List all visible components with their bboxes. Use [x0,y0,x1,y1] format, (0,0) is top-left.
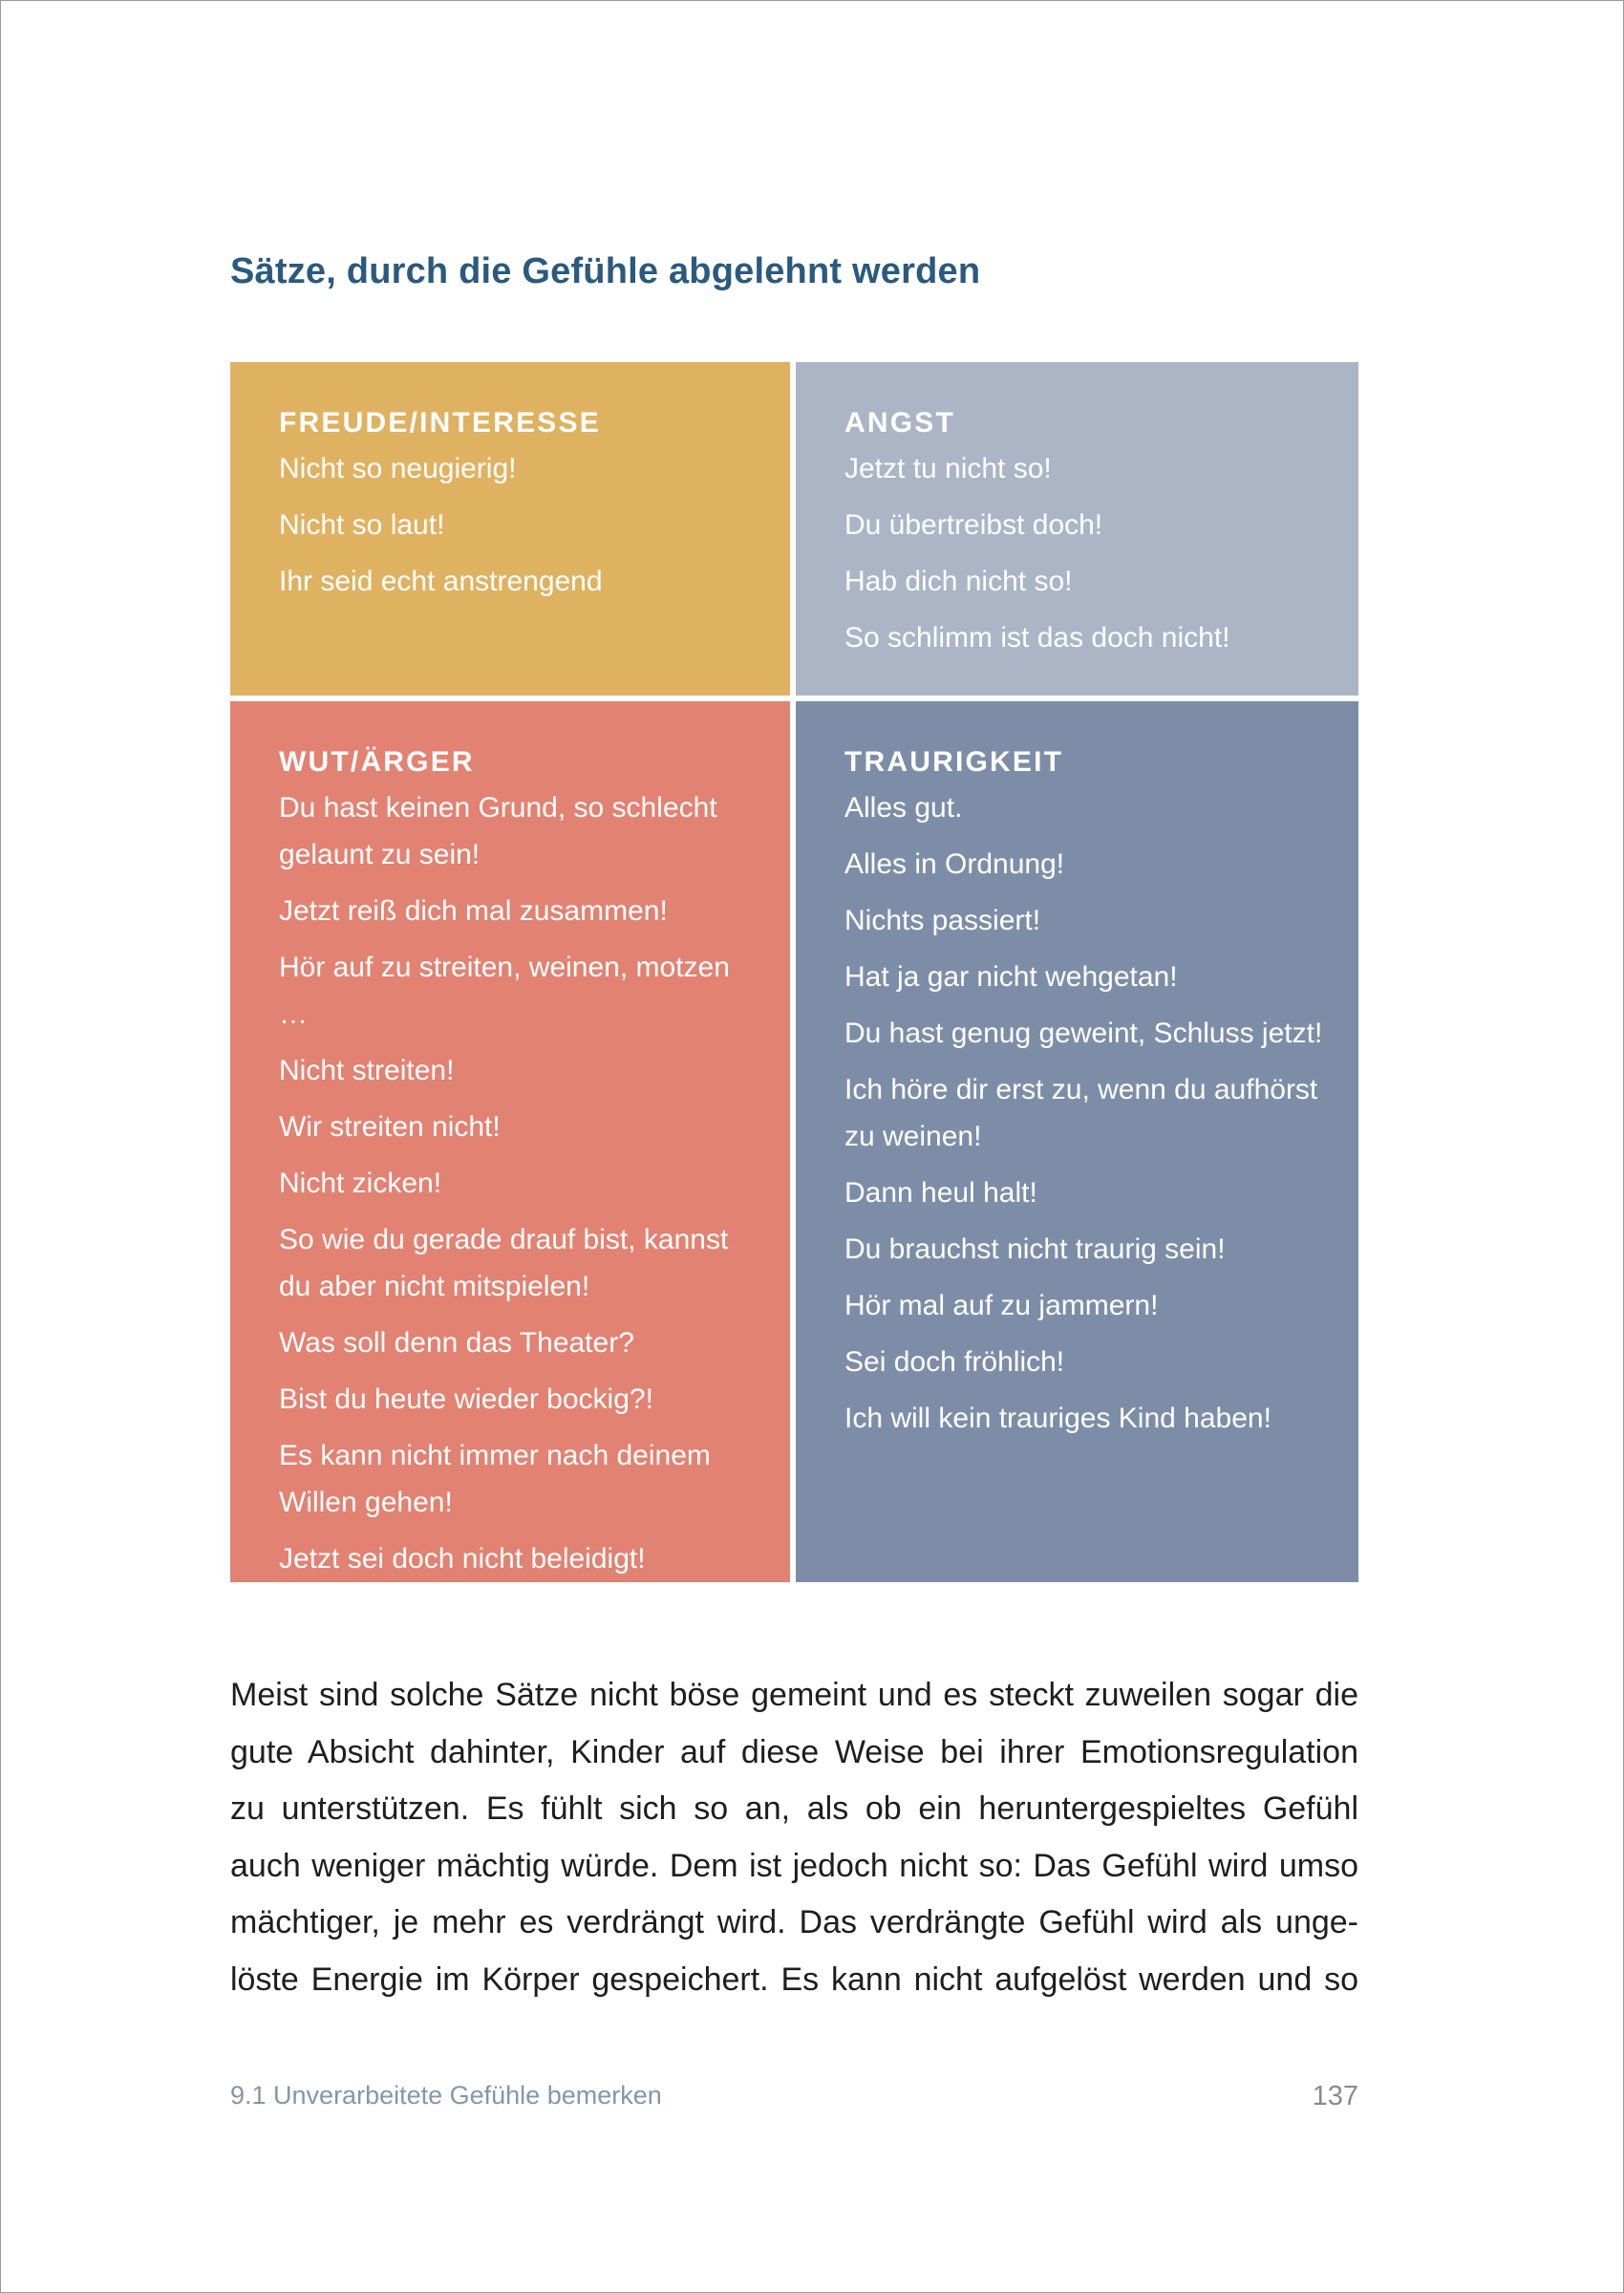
box-title: ANGST [844,407,955,439]
phrase-item: Nichts passiert! [844,905,1041,936]
box-title: TRAURIGKEIT [844,746,1064,778]
phrase-item: Ich höre dir erst zu, wenn du aufhörst zu weinen! [844,1074,1318,1152]
running-footer-section: 9.1 Unverarbeitete Gefühle bemerken [230,2081,662,2110]
phrase-item: Es kann nicht immer nach deinem Willen gehen! [279,1440,711,1518]
body-paragraph [230,1667,1358,2008]
phrase-item: Ich will kein trauriges Kind haben! [844,1403,1271,1434]
phrase-item: Nicht so neugierig! [279,453,517,484]
phrase-item: So schlimm ist das doch nicht! [844,622,1230,654]
phrase-item: Hat ja gar nicht wehgetan! [844,961,1178,993]
phrase-item: Sei doch fröhlich! [844,1346,1065,1378]
phrase-item: Alles in Ordnung! [844,848,1065,880]
phrase-item: Alles gut. [844,792,963,824]
phrase-list [279,784,761,1582]
phrase-item: Dann heul halt! [844,1177,1037,1209]
feelings-grid [230,362,1358,1582]
phrase-item: Nicht streiten! [279,1055,455,1086]
phrase-item: Nicht zicken! [279,1168,442,1199]
box-sadness [796,701,1358,1582]
phrase-item: Jetzt tu nicht so! [844,453,1052,484]
box-joy-interest [230,362,790,696]
phrase-item: Nicht so laut! [279,509,445,541]
box-title: WUT/ÄRGER [279,746,475,778]
phrase-item: Du hast genug geweint, Schluss jetzt! [844,1018,1323,1049]
phrase-item: Du hast keinen Grund, so schlecht gelaunt zu sein! [279,792,717,870]
phrase-item: Hör auf zu streiten, weinen, motzen … [279,952,730,1030]
body-line: löste Energie im Körper gespeichert. Es kann nicht aufgelöst werden und so [230,1961,1358,1998]
phrase-item: Was soll denn das Theater? [279,1327,634,1359]
phrase-item: Du brauchst nicht traurig sein! [844,1233,1226,1265]
phrase-item: Bist du heute wieder bockig?! [279,1383,653,1415]
body-line: gute Absicht dahinter, Kinder auf diese Weise bei ihrer Emotionsregulation [230,1733,1358,1770]
phrase-item: Jetzt sei doch nicht beleidigt! [279,1543,646,1575]
phrase-list [279,445,761,605]
phrase-list [844,784,1330,1442]
page-number: 137 [1312,2081,1358,2111]
phrase-list [844,445,1330,661]
box-fear [796,362,1358,696]
body-line: auch weniger mächtig würde. Dem ist jedoch nicht so: Das Gefühl wird umso [230,1847,1358,1884]
box-title: FREUDE/INTERESSE [279,407,601,439]
body-line: zu unterstützen. Es fühlt sich so an, als ob ein heruntergespieltes Gefühl [230,1790,1358,1827]
phrase-item: Hör mal auf zu jammern! [844,1290,1159,1321]
phrase-item: So wie du gerade drauf bist, kannst du aber nicht mitspielen! [279,1224,729,1302]
body-line: mächtiger, je mehr es verdrängt wird. Das verdrängte Gefühl wird als unge- [230,1904,1358,1940]
phrase-item: Ihr seid echt anstrengend [279,566,603,597]
phrase-item: Hab dich nicht so! [844,566,1073,597]
phrase-item: Jetzt reiß dich mal zusammen! [279,895,668,927]
section-heading: Sätze, durch die Gefühle abgelehnt werden [230,251,981,291]
phrase-item: Wir streiten nicht! [279,1111,501,1143]
box-anger [230,701,790,1582]
body-line: Meist sind solche Sätze nicht böse gemeint und es steckt zuweilen sogar die [230,1677,1358,1713]
phrase-item: Du übertreibst doch! [844,509,1103,541]
